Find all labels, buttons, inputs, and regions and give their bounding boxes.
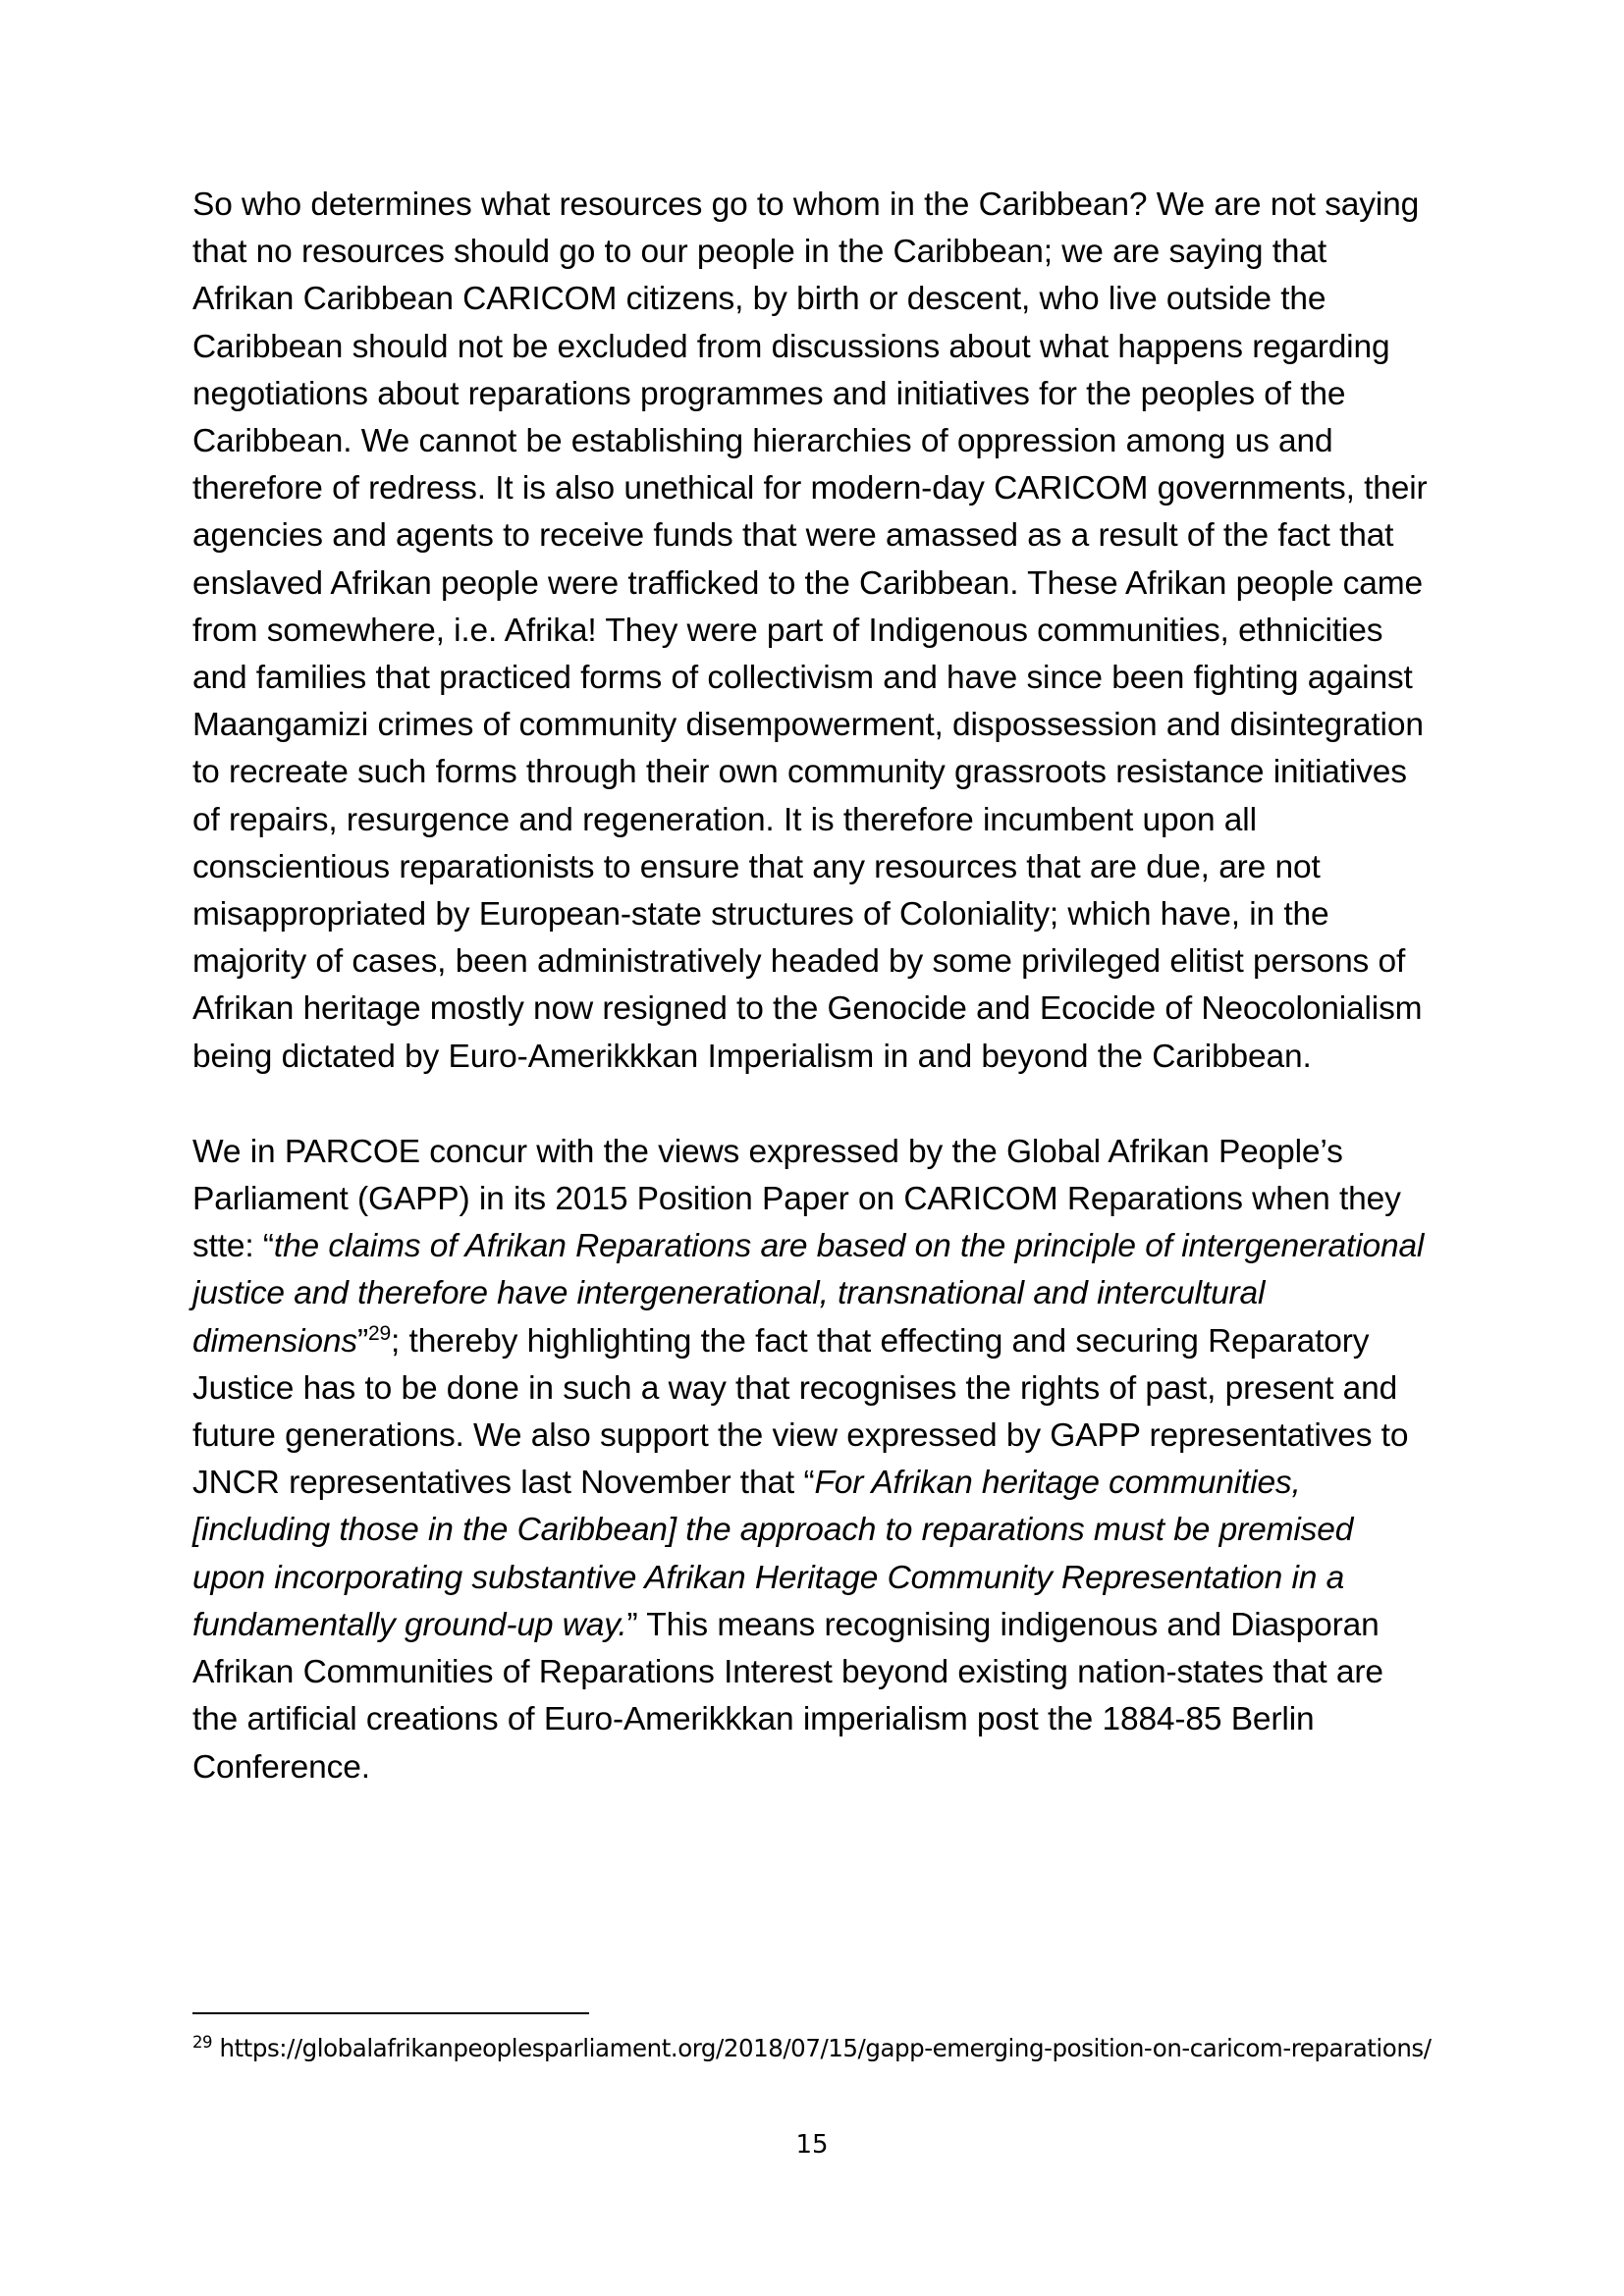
paragraph-2 — [192, 1129, 1435, 1791]
paragraph-2-quote-2: For Afrikan heritage communities, [including those in the Caribbean] the approach to reparations must be premised upon incorporating substantive Afrikan Heritage Community Representation in a fundamentally ground-up way. — [192, 1465, 1354, 1643]
footnote-entry — [192, 2031, 1435, 2066]
footnote-area — [192, 2012, 1435, 2066]
page-body — [192, 182, 1435, 1791]
paragraph-2-tail: This means recognising indigenous and Diasporan Afrikan Communities of Reparations Interest beyond existing nation-states that are the artificial creations of Euro-Amerikkkan imperialism post the 1884-85 Berlin Conference. — [192, 1606, 1383, 1786]
footnote-separator-rule — [192, 2012, 589, 2014]
footnote-number: 29 — [192, 2032, 213, 2052]
page-number: 15 — [795, 2130, 829, 2160]
paragraph-2-quote-2-close: ” — [626, 1606, 638, 1643]
paragraph-1: So who determines what resources go to whom in the Caribbean? We are not saying that no resources should go to our people in the Caribbean; we are saying that Afrikan Caribbean CARICOM citizens, by birth or descent, who live outside the Caribbean should not be excluded from discussions about what happens regarding negotiations about reparations programmes and initiatives for the peoples of the Caribbean. We cannot be establishing hierarchies of oppression among us and therefore of redress. It is also unethical for modern-day CARICOM governments, their agencies and agents to receive funds that were amassed as a result of the fact that enslaved Afrikan people were trafficked to the Caribbean. These Afrikan people came from somewhere, i.e. Afrika! They were part of Indigenous communities, ethnicities and families that practiced forms of collectivism and have since been fighting against Maangamizi crimes of community disempowerment, dispossession and disintegration to recreate such forms through their own community grassroots resistance initiatives of repairs, resurgence and regeneration. It is therefore incumbent upon all conscientious reparationists to ensure that any resources that are due, are not misappropriated by European-state structures of Coloniality; which have, in the majority of cases, been administratively headed by some privileged elitist persons of Afrikan heritage mostly now resigned to the Genocide and Ecocide of Neocolonialism being dictated by Euro-Amerikkkan Imperialism in and beyond the Caribbean. — [192, 187, 1428, 1075]
paragraph-2-quote-1-close: ” — [356, 1322, 368, 1360]
footnote-url[interactable]: https://globalafrikanpeoplesparliament.org/2018/07/15/gapp-emerging-position-on-caricom-reparations/ — [212, 2034, 1432, 2062]
paragraph-spacer — [192, 1081, 1435, 1129]
paragraph-2-middle: ; thereby highlighting the fact that effecting and securing Reparatory Justice has to be done in such a way that recognises the rights of past, present and future generations. We also support the view expressed by GAPP representatives to JNCR representatives last November that “ — [192, 1322, 1409, 1502]
paragraph-2-quote-1: the claims of Afrikan Reparations are based on the principle of intergenerational justice and therefore have intergenerational, transnational and intercultural dimensions — [192, 1228, 1425, 1360]
footnote-reference-29[interactable]: 29 — [367, 1321, 392, 1345]
paragraph-2-lead-in: We in PARCOE concur with the views expressed by the Global Afrikan People’s Parliament (GAPP) in its 2015 Position Paper on CARICOM Reparations when they stte: “ — [192, 1133, 1401, 1265]
